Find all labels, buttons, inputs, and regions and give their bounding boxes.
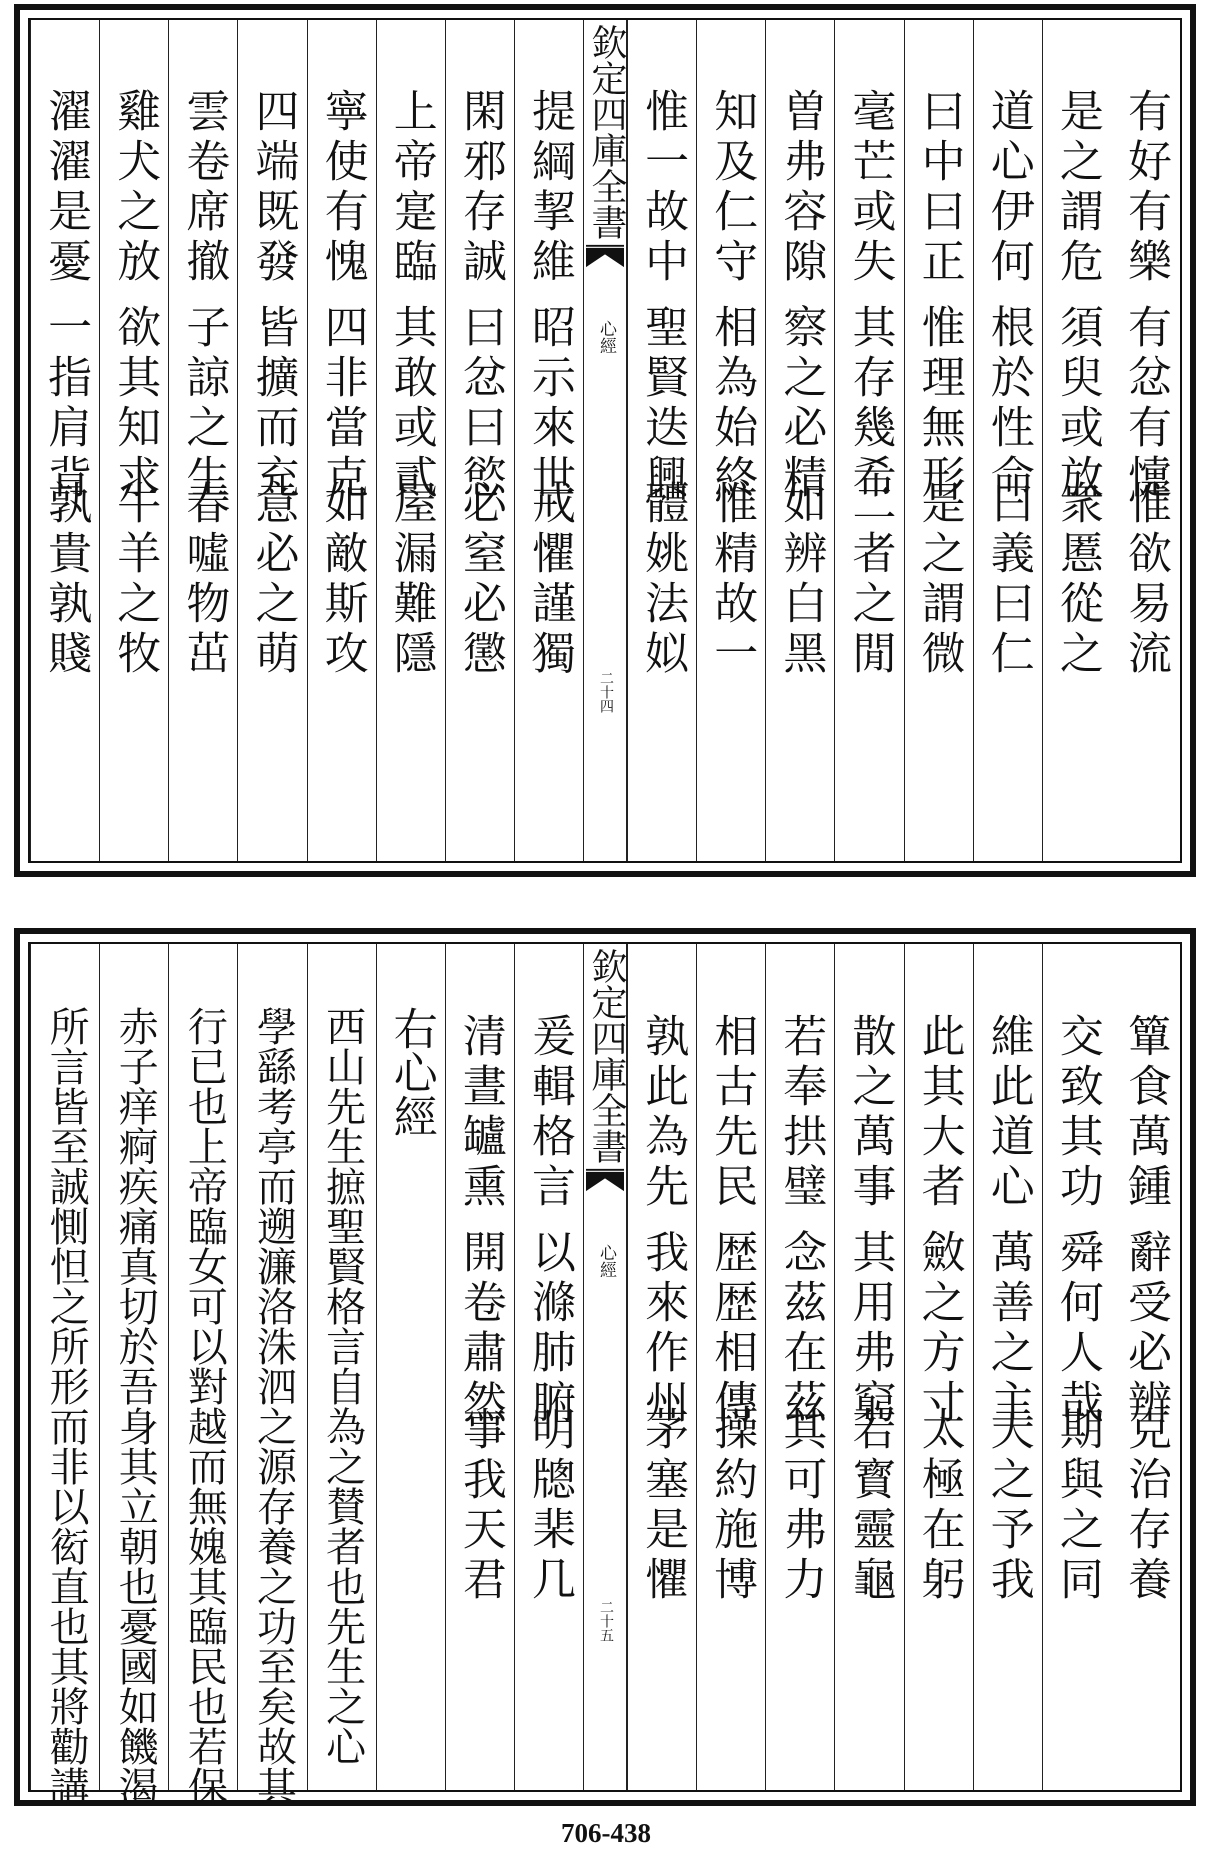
verse-phrase — [446, 1013, 514, 1217]
line-text: 學繇考亭而遡濂洛洙泗之源存養之功至矣故其 — [250, 1006, 297, 1806]
phrase-text: 四非當克 — [316, 303, 368, 504]
verse-phrase — [974, 304, 1042, 508]
text-column — [834, 20, 903, 861]
phrase-text: 一指肩背 — [40, 303, 92, 504]
verse-phrase — [974, 1229, 1042, 1433]
phrase-text: 太極在躬 — [913, 1406, 965, 1607]
text-column — [627, 944, 696, 1790]
phrase-text: 天之予我 — [982, 1406, 1034, 1607]
phrase-text: 操約施博 — [706, 1406, 758, 1607]
phrase-text: 屋漏難隱 — [385, 479, 437, 680]
verse-phrase — [905, 88, 973, 292]
catalog-number: 706-438 — [561, 1818, 651, 1848]
phrase-text: 意必之萌 — [247, 479, 299, 680]
phrase-text: 曰忿曰慾 — [454, 303, 506, 504]
text-column — [514, 944, 583, 1790]
phrase-text: 雲卷席撤 — [178, 88, 230, 289]
verse-phrase — [697, 1229, 765, 1433]
verse-phrase — [766, 480, 834, 684]
phrase-text: 提綱挈維 — [524, 88, 575, 289]
phrase-text: 濯濯是憂 — [40, 88, 92, 289]
verse-phrase — [31, 88, 99, 292]
verse-phrase — [628, 1229, 696, 1433]
text-column — [765, 20, 834, 861]
verse-phrase — [1043, 1406, 1111, 1610]
verse-phrase — [697, 480, 765, 684]
verse-phrase — [238, 304, 306, 508]
verse-phrase — [515, 480, 583, 684]
phrase-text: 曰義曰仁 — [982, 479, 1034, 680]
phrase-text: 察之必精 — [775, 303, 827, 504]
verse-phrase — [835, 1406, 903, 1610]
verse-phrase — [31, 304, 99, 508]
text-line — [308, 1006, 376, 1770]
verse-phrase — [377, 88, 445, 292]
verse-phrase — [1043, 1013, 1111, 1217]
text-column — [307, 20, 376, 861]
verse-phrase — [766, 88, 834, 292]
verse-phrase — [974, 1406, 1042, 1610]
text-column — [1111, 944, 1180, 1790]
chapter-title-text: 心經 — [596, 1244, 616, 1278]
phrase-text: 若奉拱璧 — [775, 1012, 827, 1213]
phrase-text: 是之謂危 — [1051, 88, 1103, 289]
phrase-text: 毫芒或失 — [844, 88, 896, 289]
text-line — [238, 1006, 306, 1810]
phrase-text: 二者之閒 — [844, 479, 896, 680]
phrase-text: 知及仁守 — [706, 88, 758, 289]
text-column — [1111, 20, 1180, 861]
text-column — [973, 944, 1042, 1790]
upper-page-frame — [28, 18, 1182, 863]
verse-phrase — [628, 1013, 696, 1217]
phrase-text: 其可弗力 — [775, 1406, 827, 1607]
phrase-text: 散之萬事 — [844, 1012, 896, 1213]
phrase-text: 衆慝從之 — [1051, 479, 1103, 680]
verse-phrase — [308, 480, 376, 684]
phrase-text: 開卷肅然 — [454, 1229, 506, 1430]
phrase-text: 聖賢迭興 — [637, 303, 689, 504]
verse-phrase — [697, 304, 765, 508]
phrase-text: 有忿有懥 — [1120, 303, 1171, 504]
phrase-text: 寧使有愧 — [316, 88, 368, 289]
verse-phrase — [100, 480, 168, 684]
line-text: 西山先生摭聖賢格言自為之賛者也先生之心 — [319, 1006, 366, 1766]
verse-phrase — [628, 1406, 696, 1610]
phrase-text: 如敵斯攻 — [316, 479, 368, 680]
text-column — [973, 20, 1042, 861]
phrase-text: 事我天君 — [454, 1406, 506, 1607]
verse-phrase — [1043, 88, 1111, 292]
phrase-text: 根於性命 — [982, 303, 1034, 504]
phrase-text: 舜何人哉 — [1051, 1229, 1103, 1430]
verse-phrase — [1111, 1229, 1180, 1433]
page-number-text: 二十四 — [598, 671, 614, 713]
phrase-text: 曽弗容隙 — [775, 88, 827, 289]
phrase-text: 惟理無形 — [913, 303, 965, 504]
phrase-text: 其存幾希 — [844, 303, 896, 504]
verse-phrase — [1111, 1406, 1180, 1610]
verse-phrase — [515, 1406, 583, 1610]
text-column — [307, 944, 376, 1790]
text-line — [169, 1006, 237, 1810]
verse-phrase — [308, 88, 376, 292]
phrase-text: 惟欲易流 — [1120, 479, 1171, 680]
verse-phrase — [905, 1406, 973, 1610]
verse-phrase — [974, 1013, 1042, 1217]
phrase-text: 曰中曰正 — [913, 88, 965, 289]
text-column — [376, 944, 445, 1790]
text-column — [237, 20, 306, 861]
phrase-text: 此其大者 — [913, 1012, 965, 1213]
fish-tail-mark — [586, 242, 624, 270]
phrase-text: 克治存養 — [1120, 1406, 1171, 1607]
phrase-text: 萬善之主 — [982, 1229, 1034, 1430]
phrase-text: 須臾或放 — [1051, 303, 1103, 504]
phrase-text: 相古先民 — [706, 1012, 758, 1213]
phrase-text: 我來作州 — [637, 1229, 689, 1430]
text-line — [31, 1006, 99, 1810]
fish-tail-icon — [586, 242, 624, 270]
verse-phrase — [377, 480, 445, 684]
verse-phrase — [766, 1013, 834, 1217]
verse-phrase — [835, 480, 903, 684]
center-fold-column — [583, 20, 627, 861]
verse-phrase — [238, 480, 306, 684]
phrase-text: 欲其知求 — [109, 303, 161, 504]
verse-phrase — [446, 304, 514, 508]
verse-phrase — [169, 304, 237, 508]
phrase-text: 雞犬之放 — [109, 88, 161, 289]
phrase-text: 體姚法姒 — [637, 479, 689, 680]
verse-phrase — [697, 88, 765, 292]
text-column — [99, 944, 168, 1806]
text-column — [168, 944, 237, 1806]
text-column — [696, 944, 765, 1790]
text-column — [834, 944, 903, 1790]
verse-phrase — [446, 88, 514, 292]
phrase-text: 如辨白黑 — [775, 479, 827, 680]
lower-page — [14, 928, 1196, 1806]
fish-tail-icon — [586, 1166, 624, 1194]
lower-page-frame — [28, 942, 1182, 1806]
verse-phrase — [515, 88, 583, 292]
phrase-text: 閑邪存誠 — [454, 88, 506, 289]
verse-phrase — [515, 1013, 583, 1217]
verse-phrase — [905, 1013, 973, 1217]
phrase-text: 孰貴孰賤 — [40, 479, 92, 680]
text-column — [99, 20, 168, 861]
verse-phrase — [1111, 1013, 1180, 1217]
chapter-title-text: 心經 — [596, 320, 616, 354]
verse-phrase — [766, 1406, 834, 1610]
book-title — [584, 24, 626, 244]
book-title — [584, 948, 626, 1168]
phrase-text: 期與之同 — [1051, 1406, 1103, 1607]
phrase-text: 斂之方寸 — [913, 1229, 965, 1430]
phrase-text: 惟精故一 — [706, 479, 758, 680]
verse-phrase — [308, 304, 376, 508]
verse-phrase — [100, 304, 168, 508]
phrase-text: 交致其功 — [1051, 1012, 1103, 1213]
page-number — [584, 1600, 626, 1646]
verse-phrase — [1111, 480, 1180, 684]
verse-phrase — [905, 480, 973, 684]
verse-phrase — [1043, 1229, 1111, 1433]
verse-phrase — [628, 480, 696, 684]
phrase-text: 子諒之生 — [178, 303, 230, 504]
verse-phrase — [377, 304, 445, 508]
phrase-text: 若寳靈龜 — [844, 1406, 896, 1607]
phrase-text: 昭示來世 — [524, 303, 575, 504]
text-column — [376, 20, 445, 861]
phrase-text: 其敢或貳 — [385, 303, 437, 504]
verse-phrase — [515, 1229, 583, 1433]
page-number — [584, 671, 626, 717]
text-column — [904, 944, 973, 1790]
phrase-text: 是之謂微 — [913, 479, 965, 680]
verse-phrase — [31, 480, 99, 684]
text-column — [696, 20, 765, 861]
phrase-text: 牛羊之牧 — [109, 479, 161, 680]
page-number-text: 二十五 — [598, 1600, 614, 1642]
upper-page — [14, 4, 1196, 877]
verse-phrase — [835, 1013, 903, 1217]
verse-phrase — [905, 304, 973, 508]
text-column — [30, 20, 99, 861]
verse-phrase — [1111, 88, 1180, 292]
phrase-text: 孰此為先 — [637, 1012, 689, 1213]
verse-phrase — [905, 1229, 973, 1433]
verse-phrase — [835, 1229, 903, 1433]
chapter-title — [584, 320, 626, 358]
verse-phrase — [766, 1229, 834, 1433]
phrase-text: 維此道心 — [982, 1012, 1034, 1213]
phrase-text: 上帝寔臨 — [385, 88, 437, 289]
verse-phrase — [515, 304, 583, 508]
text-column — [765, 944, 834, 1790]
phrase-text: 春噓物茁 — [178, 479, 230, 680]
verse-phrase — [974, 480, 1042, 684]
fish-tail-mark — [586, 1166, 624, 1194]
verse-phrase — [169, 88, 237, 292]
phrase-text: 有好有樂 — [1120, 88, 1171, 289]
phrase-text: 辭受必辨 — [1120, 1229, 1171, 1430]
verse-phrase — [1043, 480, 1111, 684]
text-column — [904, 20, 973, 861]
line-text: 赤子痒痾疾痛真切於吾身其立朝也憂國如饑渴 — [112, 1006, 159, 1806]
phrase-text: 四端既發 — [247, 88, 299, 289]
verse-phrase — [100, 88, 168, 292]
book-title-text: 欽定四庫全書 — [586, 948, 627, 1164]
verse-phrase — [766, 304, 834, 508]
text-column — [237, 944, 306, 1806]
text-column — [30, 944, 99, 1806]
phrase-text: 歴歴相傳 — [706, 1229, 758, 1430]
text-column — [514, 20, 583, 861]
text-column — [168, 20, 237, 861]
phrase-text: 相為始終 — [706, 303, 758, 504]
verse-phrase — [1111, 304, 1180, 508]
phrase-text: 以滌肺腑 — [524, 1229, 575, 1430]
verse-phrase — [446, 1229, 514, 1433]
phrase-text: 明牕棐几 — [524, 1406, 575, 1607]
phrase-text: 必窒必懲 — [454, 479, 506, 680]
phrase-text: 簞食萬鍾 — [1120, 1012, 1171, 1213]
text-column — [1042, 944, 1111, 1790]
book-title-text: 欽定四庫全書 — [586, 24, 627, 240]
phrase-text: 其用弗窮 — [844, 1229, 896, 1430]
verse-phrase — [974, 88, 1042, 292]
line-text: 所言皆至誠惻怛之所形而非以衒直也其將勸講 — [43, 1006, 90, 1806]
phrase-text: 皆擴而充 — [247, 303, 299, 504]
verse-phrase — [238, 88, 306, 292]
verse-phrase — [835, 304, 903, 508]
verse-phrase — [697, 1406, 765, 1610]
verse-phrase — [835, 88, 903, 292]
phrase-text: 爰輯格言 — [524, 1012, 575, 1213]
text-line — [377, 1006, 445, 1142]
phrase-text: 道心伊何 — [982, 88, 1034, 289]
line-text: 行已也上帝臨女可以對越而無媿其臨民也若保 — [181, 1006, 228, 1806]
phrase-text: 念茲在茲 — [775, 1229, 827, 1430]
phrase-text: 茅塞是懼 — [637, 1406, 689, 1607]
text-column — [445, 944, 514, 1790]
phrase-text: 清晝罏熏 — [454, 1012, 506, 1213]
text-line — [100, 1006, 168, 1810]
text-column — [1042, 20, 1111, 861]
verse-phrase — [446, 480, 514, 684]
text-column — [627, 20, 696, 861]
verse-phrase — [446, 1406, 514, 1610]
verse-phrase — [628, 88, 696, 292]
chapter-title — [584, 1244, 626, 1282]
phrase-text: 戒懼謹獨 — [524, 479, 575, 680]
text-column — [445, 20, 514, 861]
verse-phrase — [169, 480, 237, 684]
verse-phrase — [1043, 304, 1111, 508]
center-fold-column — [583, 944, 627, 1790]
verse-phrase — [628, 304, 696, 508]
verse-phrase — [697, 1013, 765, 1217]
line-text: 右心經 — [385, 1006, 437, 1138]
phrase-text: 惟一故中 — [637, 88, 689, 289]
